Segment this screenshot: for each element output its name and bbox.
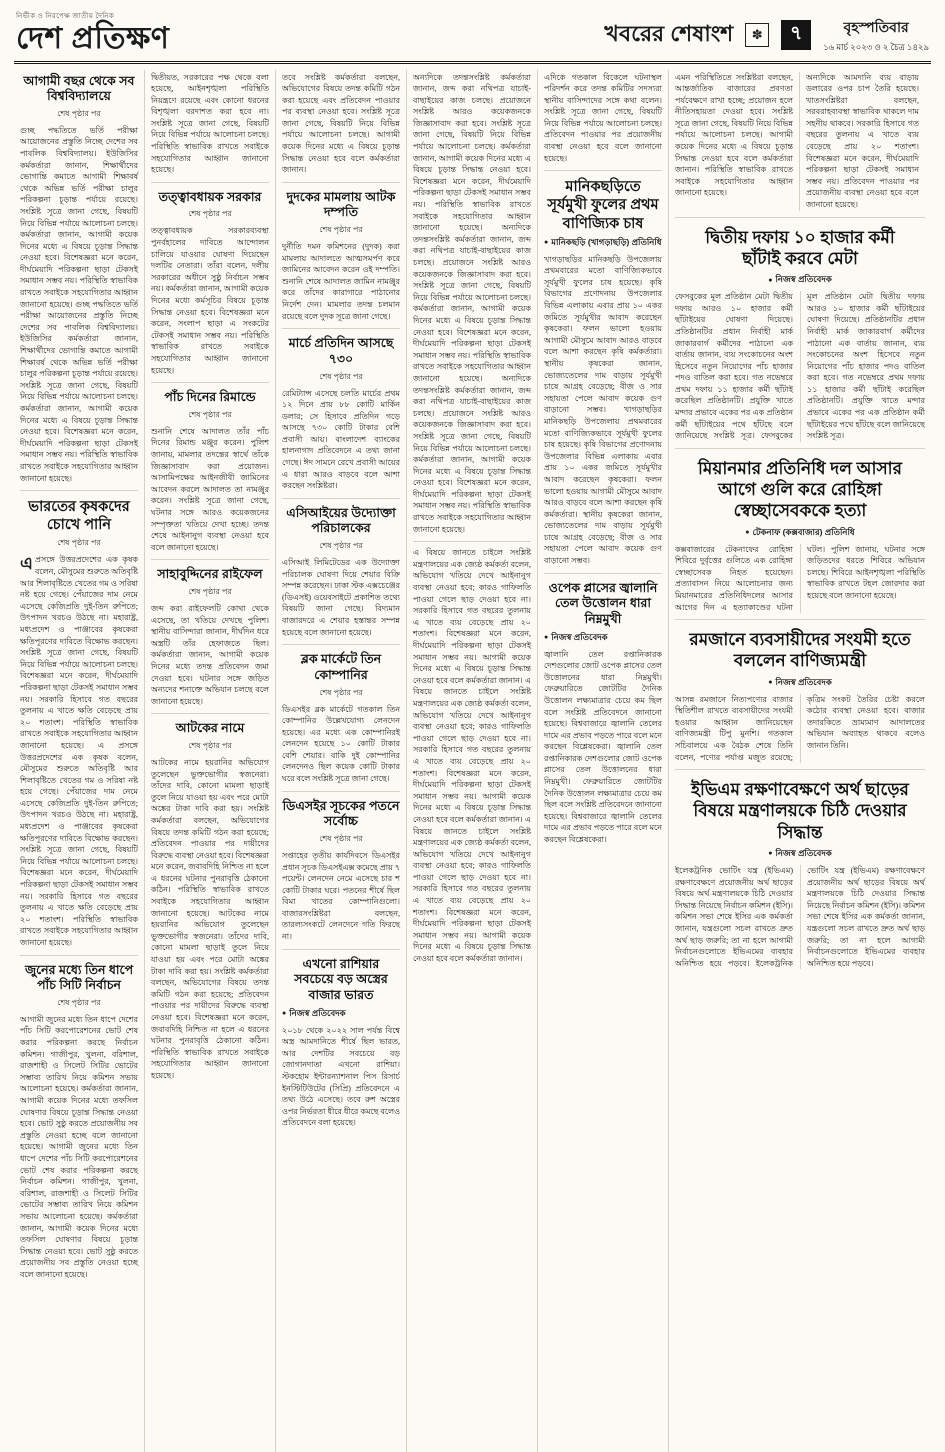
article-body: এ বিষয়ে জানতে চাইলে সংশ্লিষ্ট মন্ত্রণালয়ের এক জ্যেষ্ঠ কর্মকর্তা বলেন, অভিযোগ খতিয়ে দেখে আইনানুগ ব্যবস্থা নেওয়া হবে; কারও গাফিলতি পাওয়া গেলে ছাড় দেওয়া হবে না। সরকারি হিসাবে গত বছরের তুলনায় এ খাতে ব্যয় বেড়েছে প্রায় ২০ শতাংশ। বিশেষজ্ঞরা মনে করেন, দীর্ঘমেয়াদি পরিকল্পনা ছাড়া টেকসই সমাধান সম্ভব নয়। আগামী কয়েক দিনের মধ্যে এ বিষয়ে চূড়ান্ত সিদ্ধান্ত নেওয়া হবে বলে কর্মকর্তারা জানান। এ বিষয়ে জানতে চাইলে সংশ্লিষ্ট মন্ত্রণালয়ের এক জ্যেষ্ঠ কর্মকর্তা বলেন, অভিযোগ খতিয়ে দেখে আইনানুগ ব্যবস্থা নেওয়া হবে; কারও গাফিলতি পাওয়া গেলে ছাড় দেওয়া হবে না। সরকারি হিসাবে গত বছরের তুলনায় এ খাতে ব্যয় বেড়েছে প্রায় ২০ শতাংশ। বিশেষজ্ঞরা মনে করেন, দীর্ঘমেয়াদি পরিকল্পনা ছাড়া টেকসই সমাধান সম্ভব নয়। আগামী কয়েক দিনের মধ্যে এ বিষয়ে চূড়ান্ত সিদ্ধান্ত নেওয়া হবে বলে কর্মকর্তারা জানান। এ বিষয়ে জানতে চাইলে সংশ্লিষ্ট মন্ত্রণালয়ের এক জ্যেষ্ঠ কর্মকর্তা বলেন, অভিযোগ খতিয়ে দেখে আইনানুগ ব্যবস্থা নেওয়া হবে; কারও গাফিলতি পাওয়া গেলে ছাড় দেওয়া হবে না। সরকারি হিসাবে গত বছরের তুলনায় এ খাতে ব্যয় বেড়েছে প্রায় ২০ শতাংশ। বিশেষজ্ঞরা মনে করেন, দীর্ঘমেয়াদি পরিকল্পনা ছাড়া টেকসই সমাধান সম্ভব নয়। আগামী কয়েক দিনের মধ্যে এ বিষয়ে চূড়ান্ত সিদ্ধান্ত নেওয়া হবে বলে কর্মকর্তারা জানান। — [413, 548, 531, 964]
column-6-7 — [669, 70, 931, 1452]
byline-text: নিজস্ব প্রতিবেদক — [775, 676, 832, 687]
column-4 — [407, 70, 538, 1452]
article-body: ২০১৮ থেকে ২০২২ সাল পর্যন্ত বিশ্বে অস্ত্র আমদানিতে শীর্ষে ছিল ভারত, আর দেশটির সবচেয়ে বড় জোগানদাতা এখনো রাশিয়া। স্টকহোম ইন্টারন্যাশনাল পিস রিসার্চ ইনস্টিটিউটের (সিপ্রি) প্রতিবেদনে এ তথ্য উঠে এসেছে। তবে রুশ অস্ত্রের ওপর নির্ভরতা ধীরে ধীরে কমছে বলেও প্রতিবেদনে বলা হয়েছে। — [282, 1025, 400, 1128]
article-meta-layoffs — [675, 217, 925, 442]
article-rifle — [151, 559, 269, 707]
article-body: আটকের নামে হয়রানির অভিযোগ তুলেছেন ভুক্তভোগীর স্বজনেরা। তাঁদের দাবি, কোনো মামলা ছাড়াই তুলে নিয়ে যাওয়া হয় এবং পরে মোটা অঙ্কের টাকা দাবি করা হয়। সংশ্লিষ্ট কর্মকর্তারা বলছেন, অভিযোগের বিষয়ে তদন্ত কমিটি গঠন করা হয়েছে; প্রতিবেদন পাওয়ার পর দায়ীদের বিরুদ্ধে ব্যবস্থা নেওয়া হবে। বিশেষজ্ঞরা মনে করেন, জবাবদিহি নিশ্চিত না হলে এ ধরনের ঘটনার পুনরাবৃত্তি ঠেকানো কঠিন। পরিস্থিতি স্বাভাবিক রাখতে সবাইকে সহযোগিতার আহ্বান জানানো হয়েছে। আটকের নামে হয়রানির অভিযোগ তুলেছেন ভুক্তভোগীর স্বজনেরা। তাঁদের দাবি, কোনো মামলা ছাড়াই তুলে নিয়ে যাওয়া হয় এবং পরে মোটা অঙ্কের টাকা দাবি করা হয়। সংশ্লিষ্ট কর্মকর্তারা বলছেন, অভিযোগের বিষয়ে তদন্ত কমিটি গঠন করা হয়েছে; প্রতিবেদন পাওয়ার পর দায়ীদের বিরুদ্ধে ব্যবস্থা নেওয়া হবে। বিশেষজ্ঞরা মনে করেন, জবাবদিহি নিশ্চিত না হলে এ ধরনের ঘটনার পুনরাবৃত্তি ঠেকানো কঠিন। পরিস্থিতি স্বাভাবিক রাখতে সবাইকে সহযোগিতার আহ্বান জানানো হয়েছে। — [151, 757, 269, 1080]
article-body: এপ্রসঙ্গে উত্তরপ্রদেশের এক কৃষক বলেন, মৌসুমের শুরুতে অতিবৃষ্টি আর শিলাবৃষ্টিতে খেতের গম ও সরিষা নষ্ট হয়ে গেছে। পেঁয়াজের দাম নেমে এসেছে কেজিপ্রতি দুই-তিন রুপিতে; উৎপাদন খরচও উঠছে না। মহারাষ্ট্র, মধ্যপ্রদেশ ও পাঞ্জাবের কৃষকেরা ক্ষতিপূরণের দাবিতে বিক্ষোভ করছেন। সংশ্লিষ্ট সূত্রে জানা গেছে, বিষয়টি নিয়ে বিভিন্ন পর্যায়ে আলোচনা চলছে। বিশেষজ্ঞরা মনে করেন, দীর্ঘমেয়াদি পরিকল্পনা ছাড়া টেকসই সমাধান সম্ভব নয়। সরকারি হিসাবে গত বছরের তুলনায় এ খাতে ক্ষতি বেড়েছে প্রায় ২০ শতাংশ। পরিস্থিতি স্বাভাবিক রাখতে সবাইকে সহযোগিতার আহ্বান জানানো হয়েছে। এ প্রসঙ্গে উত্তরপ্রদেশের এক কৃষক বলেন, মৌসুমের শুরুতে অতিবৃষ্টি আর শিলাবৃষ্টিতে খেতের গম ও সরিষা নষ্ট হয়ে গেছে। পেঁয়াজের দাম নেমে এসেছে কেজিপ্রতি দুই-তিন রুপিতে; উৎপাদন খরচও উঠছে না। মহারাষ্ট্র, মধ্যপ্রদেশ ও পাঞ্জাবের কৃষকেরা ক্ষতিপূরণের দাবিতে বিক্ষোভ করছেন। সংশ্লিষ্ট সূত্রে জানা গেছে, বিষয়টি নিয়ে বিভিন্ন পর্যায়ে আলোচনা চলছে। বিশেষজ্ঞরা মনে করেন, দীর্ঘমেয়াদি পরিকল্পনা ছাড়া টেকসই সমাধান সম্ভব নয়। সরকারি হিসাবে গত বছরের তুলনায় এ খাতে ক্ষতি বেড়েছে প্রায় ২০ শতাংশ। পরিস্থিতি স্বাভাবিক রাখতে সবাইকে সহযোগিতার আহ্বান জানানো হয়েছে। — [20, 554, 138, 947]
byline — [675, 273, 925, 287]
byline-bullet-icon: ● — [544, 239, 549, 247]
continuation-text — [413, 541, 531, 964]
article-body: ইলেকট্রনিক ভোটিং যন্ত্র (ইভিএম) রক্ষণাবেক্ষণে প্রয়োজনীয় অর্থ ছাড়ের বিষয়ে অর্থ মন্ত্রণালয়কে চিঠি দেওয়ার সিদ্ধান্ত নিয়েছে নির্বাচন কমিশন (ইসি)। কমিশন সভা শেষে ইসির এক কর্মকর্তা জানান, যন্ত্রগুলো সচল রাখতে দ্রুত অর্থ ছাড় জরুরি; তা না হলে আগামী নির্বাচনগুলোতে ইভিএমের ব্যবহার অনিশ্চিত হয়ে পড়বে। ইলেকট্রনিক ভোটিং যন্ত্র (ইভিএম) রক্ষণাবেক্ষণে প্রয়োজনীয় অর্থ ছাড়ের বিষয়ে অর্থ মন্ত্রণালয়কে চিঠি দেওয়ার সিদ্ধান্ত নিয়েছে নির্বাচন কমিশন (ইসি)। কমিশন সভা শেষে ইসির এক কর্মকর্তা জানান, যন্ত্রগুলো সচল রাখতে দ্রুত অর্থ ছাড় জরুরি; তা না হলে আগামী নির্বাচনগুলোতে ইভিএমের ব্যবহার অনিশ্চিত হয়ে পড়বে। — [675, 865, 925, 968]
article-body: এমন পরিস্থিতিতে সংশ্লিষ্টরা বলছেন, আন্তর্জাতিক বাজারের প্রবণতা পর্যবেক্ষণে রাখা হচ্ছে; প্রয়োজন হলে নীতিসহায়তা দেওয়া হবে। সংশ্লিষ্ট সূত্রে জানা গেছে, বিষয়টি নিয়ে বিভিন্ন পর্যায়ে আলোচনা চলছে। আগামী কয়েক দিনের মধ্যে এ বিষয়ে চূড়ান্ত সিদ্ধান্ত নেওয়া হবে বলে কর্মকর্তারা জানান। পরিস্থিতি স্বাভাবিক রাখতে সবাইকে সহযোগিতার আহ্বান জানানো হয়েছে। — [675, 72, 793, 198]
byline-bullet-icon: ● — [768, 679, 773, 687]
continued-kicker: শেষ পৃষ্ঠার পর — [57, 997, 101, 1007]
article-russia-arms — [282, 949, 400, 1129]
article-body: আগামী জুনের মধ্যে তিন ধাপে দেশের পাঁচ সিটি করপোরেশনের ভোট শেষ করার পরিকল্পনা করছে নির্বাচন কমিশন। গাজীপুর, খুলনা, বরিশাল, রাজশাহী ও সিলেট সিটির ভোটের সম্ভাব্য তারিখ নিয়ে কমিশন সভায় আলোচনা হয়েছে। কর্মকর্তারা জানান, আগামী কয়েক দিনের মধ্যে তফসিল ঘোষণার বিষয়ে চূড়ান্ত সিদ্ধান্ত নেওয়া হবে। ভোট সুষ্ঠু করতে প্রয়োজনীয় সব প্রস্তুতি নেওয়া হচ্ছে বলে জানানো হয়েছে। আগামী জুনের মধ্যে তিন ধাপে দেশের পাঁচ সিটি করপোরেশনের ভোট শেষ করার পরিকল্পনা করছে নির্বাচন কমিশন। গাজীপুর, খুলনা, বরিশাল, রাজশাহী ও সিলেট সিটির ভোটের সম্ভাব্য তারিখ নিয়ে কমিশন সভায় আলোচনা হয়েছে। কর্মকর্তারা জানান, আগামী কয়েক দিনের মধ্যে তফসিল ঘোষণার বিষয়ে চূড়ান্ত সিদ্ধান্ত নেওয়া হবে। ভোট সুষ্ঠু করতে প্রয়োজনীয় সব প্রস্তুতি নেওয়া হচ্ছে বলে জানানো হয়েছে। — [20, 1014, 138, 1279]
crest-icon: ✽ — [745, 23, 769, 47]
continuation-text — [413, 72, 531, 536]
continued-kicker: শেষ পৃষ্ঠার পর — [319, 371, 363, 381]
article-dse-index — [282, 791, 400, 943]
article-headline: এখনো রাশিয়ার সবচেয়ে বড় অস্ত্রের বাজার ভারত — [294, 956, 388, 1002]
continuation-text — [544, 72, 662, 165]
article-headline: মিয়ানমার প্রতিনিধি দল আসার আগে গুলি করে রোহিঙ্গা স্বেচ্ছাসেবককে হত্যা — [698, 458, 902, 521]
article-body: তত্ত্বাবধায়ক সরকারব্যবস্থা পুনর্বহালের দাবিতে আন্দোলন চালিয়ে যাওয়ার ঘোষণা দিয়েছেন দলটির নেতারা। তাঁরা বলেন, দলীয় সরকারের অধীনে সুষ্ঠু নির্বাচন সম্ভব নয়। কর্মকর্তারা জানান, আগামী কয়েক দিনের মধ্যে কর্মসূচির বিষয়ে চূড়ান্ত সিদ্ধান্ত নেওয়া হবে। বিশেষজ্ঞরা মনে করেন, সংলাপ ছাড়া এ সংকটের টেকসই সমাধান সম্ভব নয়। পরিস্থিতি স্বাভাবিক রাখতে সবাইকে সহযোগিতার আহ্বান জানানো হয়েছে। — [151, 226, 269, 375]
article-headline: এসিআইয়ের উদ্যোক্তা পরিচালকের — [286, 505, 396, 536]
article-body: দ্বিতীয়ত, সরকারের পক্ষ থেকে বলা হয়েছে, আইনশৃঙ্খলা পরিস্থিতি নিয়ন্ত্রণে রয়েছে এবং কোনো ধরনের বিশৃঙ্খলা বরদাশত করা হবে না। সংশ্লিষ্ট সূত্রে জানা গেছে, বিষয়টি নিয়ে বিভিন্ন পর্যায়ে আলোচনা চলছে। পরিস্থিতি স্বাভাবিক রাখতে সবাইকে সহযোগিতার আহ্বান জানানো হয়েছে। — [151, 72, 269, 175]
byline-text: নিজস্ব প্রতিবেদক — [775, 847, 832, 858]
column-3 — [276, 70, 407, 1452]
byline — [675, 676, 925, 690]
article-headline: তত্ত্বাবধায়ক সরকার — [158, 189, 262, 204]
article-body: খাগড়াছড়ির মানিকছড়ি উপজেলায় প্রথমবারের মতো বাণিজ্যিকভাবে সূর্যমুখী ফুলের চাষ হয়েছে। কৃষি বিভাগের প্রণোদনায় উপজেলার বিভিন্ন এলাকায় এবার প্রায় ১০ একর জমিতে সূর্যমুখীর আবাদ করেছেন কৃষকেরা। ফলন ভালো হওয়ায় আগামী মৌসুমে আবাদ আরও বাড়বে বলে আশা করছেন কৃষি কর্মকর্তারা। স্থানীয় কৃষকেরা জানান, ভোজ্যতেলের দাম বাড়ায় সূর্যমুখী চাষে আগ্রহ বেড়েছে; বীজ ও সার সহায়তা পেলে আবাদ কয়েক গুণ বাড়ানো সম্ভব। খাগড়াছড়ির মানিকছড়ি উপজেলায় প্রথমবারের মতো বাণিজ্যিকভাবে সূর্যমুখী ফুলের চাষ হয়েছে। কৃষি বিভাগের প্রণোদনায় উপজেলার বিভিন্ন এলাকায় এবার প্রায় ১০ একর জমিতে সূর্যমুখীর আবাদ করেছেন কৃষকেরা। ফলন ভালো হওয়ায় আগামী মৌসুমে আবাদ আরও বাড়বে বলে আশা করছেন কৃষি কর্মকর্তারা। স্থানীয় কৃষকেরা জানান, ভোজ্যতেলের দাম বাড়ায় সূর্যমুখী চাষে আগ্রহ বেড়েছে; বীজ ও সার সহায়তা পেলে আবাদ কয়েক গুণ বাড়ানো সম্ভব। — [544, 254, 662, 566]
continued-kicker: শেষ পৃষ্ঠার পর — [188, 209, 232, 219]
paper-title: দেশ প্রতিক্ষণ — [16, 22, 170, 55]
article-headline: ওপেক প্লাসের জ্বালানি তেল উত্তোলন ধারা নিম্নমুখী — [548, 580, 658, 626]
article-headline: ভারতের কৃষকদের চোখে পানি — [28, 499, 130, 534]
continued-kicker: শেষ পৃষ্ঠার পর — [57, 108, 101, 118]
columns-area — [14, 70, 931, 1452]
section-title: খবরের শেষাংশ — [604, 20, 734, 46]
byline — [282, 1007, 400, 1021]
continued-kicker: শেষ পৃষ্ঠার পর — [319, 833, 363, 843]
byline-bullet-icon: ● — [282, 1010, 287, 1018]
day-date — [823, 16, 929, 55]
continued-kicker: শেষ পৃষ্ঠার পর — [319, 541, 363, 551]
article-headline: রমজানে ব্যবসায়ীদের সংযমী হতে বললেন বাণিজ্যমন্ত্রী — [689, 630, 911, 671]
continuation-text — [675, 72, 800, 211]
byline-text: নিজস্ব প্রতিবেদক — [551, 631, 608, 642]
article-body: সপ্তাহের তৃতীয় কার্যদিবসে ডিএসইর প্রধান সূচক ডিএসইএক্স কমেছে প্রায় ৭ পয়েন্ট। লেনদেন নেমে এসেছে চার শ কোটি টাকার ঘরে। পতনের শীর্ষে ছিল বিমা খাতের কোম্পানিগুলো। বাজারসংশ্লিষ্টরা বলছেন, তারল্যসংকটে লেনদেনে গতি ফিরছে না। — [282, 850, 400, 942]
article-headline: ডিএসইর সূচকের পতনে সর্বোচ্চ — [282, 798, 400, 829]
byline — [675, 526, 925, 540]
article-body: দুর্নীতি দমন কমিশনের (দুদক) করা মামলায় আদালতে আত্মসমর্পণ করে জামিনের আবেদন করেন ওই দম্পতি। শুনানি শেষে আদালত জামিন নামঞ্জুর করে তাঁদের কারাগারে পাঠানোর নির্দেশ দেন। মামলার তদন্ত চলমান রয়েছে বলে দুদক সূত্রে জানা গেছে। — [282, 242, 400, 321]
continuation-row — [675, 72, 925, 211]
page-number-badge: ৭ — [781, 20, 811, 50]
article-body: তবে সংশ্লিষ্ট কর্মকর্তারা বলছেন, অভিযোগের বিষয়ে তদন্ত কমিটি গঠন করা হয়েছে এবং প্রতিবেদন পাওয়ার পর ব্যবস্থা নেওয়া হবে। সংশ্লিষ্ট সূত্রে জানা গেছে, বিষয়টি নিয়ে বিভিন্ন পর্যায়ে আলোচনা চলছে। আগামী কয়েক দিনের মধ্যে এ বিষয়ে চূড়ান্ত সিদ্ধান্ত নেওয়া হবে বলে কর্মকর্তারা জানান। — [282, 72, 400, 175]
article-headline: দ্বিতীয় দফায় ১০ হাজার কর্মী ছাঁটাই করবে মেটা — [705, 227, 895, 268]
article-detention — [151, 713, 269, 1081]
article-remittance — [282, 328, 400, 492]
article-headline: সাহাবুদ্দিনের রাইফেল — [157, 567, 263, 582]
article-city-elections — [20, 955, 138, 1281]
byline-text: মানিকছড়ি (খাগড়াছড়ি) প্রতিনিধি — [551, 236, 662, 247]
masthead-tagline: নির্ভীক ও নিরপেক্ষ জাতীয় দৈনিক — [16, 12, 115, 20]
byline-bullet-icon: ● — [768, 850, 773, 858]
continued-kicker: শেষ পৃষ্ঠার পর — [319, 225, 363, 235]
article-body: জ্বালানি তেল রপ্তানিকারক দেশগুলোর জোট ওপেক প্লাসের তেল উত্তোলনের ধারা নিম্নমুখী। ফেব্রুয়ারিতে জোটটির দৈনিক উত্তোলন লক্ষ্যমাত্রার চেয়ে কম ছিল বলে সংশ্লিষ্ট প্রতিবেদনে জানানো হয়েছে। বিশ্ববাজারে জ্বালানি তেলের দামে এর প্রভাব পড়তে পারে বলে মনে করছেন বিশ্লেষকেরা। জ্বালানি তেল রপ্তানিকারক দেশগুলোর জোট ওপেক প্লাসের তেল উত্তোলনের ধারা নিম্নমুখী। ফেব্রুয়ারিতে জোটটির দৈনিক উত্তোলন লক্ষ্যমাত্রার চেয়ে কম ছিল বলে সংশ্লিষ্ট প্রতিবেদনে জানানো হয়েছে। বিশ্ববাজারে জ্বালানি তেলের দামে এর প্রভাব পড়তে পারে বলে মনে করছেন বিশ্লেষকেরা। — [544, 649, 662, 845]
byline — [544, 631, 662, 645]
article-headline: জুনের মধ্যে তিন ধাপে পাঁচ সিটি নির্বাচন — [24, 962, 134, 993]
article-evm-funds — [675, 769, 925, 969]
article-body: অন্যদিকে তদন্তসংশ্লিষ্ট কর্মকর্তারা জানান, জব্দ করা নথিপত্র যাচাই-বাছাইয়ের কাজ চলছে। প্রয়োজনে সংশ্লিষ্ট আরও কয়েকজনকে জিজ্ঞাসাবাদ করা হবে। সংশ্লিষ্ট সূত্রে জানা গেছে, বিষয়টি নিয়ে বিভিন্ন পর্যায়ে আলোচনা চলছে। কর্মকর্তারা জানান, আগামী কয়েক দিনের মধ্যে এ বিষয়ে চূড়ান্ত সিদ্ধান্ত নেওয়া হবে। বিশেষজ্ঞরা মনে করেন, দীর্ঘমেয়াদি পরিকল্পনা ছাড়া টেকসই সমাধান সম্ভব নয়। পরিস্থিতি স্বাভাবিক রাখতে সবাইকে সহযোগিতার আহ্বান জানানো হয়েছে। অন্যদিকে তদন্তসংশ্লিষ্ট কর্মকর্তারা জানান, জব্দ করা নথিপত্র যাচাই-বাছাইয়ের কাজ চলছে। প্রয়োজনে সংশ্লিষ্ট আরও কয়েকজনকে জিজ্ঞাসাবাদ করা হবে। সংশ্লিষ্ট সূত্রে জানা গেছে, বিষয়টি নিয়ে বিভিন্ন পর্যায়ে আলোচনা চলছে। কর্মকর্তারা জানান, আগামী কয়েক দিনের মধ্যে এ বিষয়ে চূড়ান্ত সিদ্ধান্ত নেওয়া হবে। বিশেষজ্ঞরা মনে করেন, দীর্ঘমেয়াদি পরিকল্পনা ছাড়া টেকসই সমাধান সম্ভব নয়। পরিস্থিতি স্বাভাবিক রাখতে সবাইকে সহযোগিতার আহ্বান জানানো হয়েছে। অন্যদিকে তদন্তসংশ্লিষ্ট কর্মকর্তারা জানান, জব্দ করা নথিপত্র যাচাই-বাছাইয়ের কাজ চলছে। প্রয়োজনে সংশ্লিষ্ট আরও কয়েকজনকে জিজ্ঞাসাবাদ করা হবে। সংশ্লিষ্ট সূত্রে জানা গেছে, বিষয়টি নিয়ে বিভিন্ন পর্যায়ে আলোচনা চলছে। কর্মকর্তারা জানান, আগামী কয়েক দিনের মধ্যে এ বিষয়ে চূড়ান্ত সিদ্ধান্ত নেওয়া হবে। বিশেষজ্ঞরা মনে করেন, দীর্ঘমেয়াদি পরিকল্পনা ছাড়া টেকসই সমাধান সম্ভব নয়। পরিস্থিতি স্বাভাবিক রাখতে সবাইকে সহযোগিতার আহ্বান জানানো হয়েছে। — [413, 72, 531, 534]
continued-kicker: শেষ পৃষ্ঠার পর — [188, 586, 232, 596]
article-acc-case — [282, 182, 400, 322]
article-headline: পাঁচ দিনের রিমান্ডে — [164, 390, 256, 405]
continuation-text — [800, 72, 925, 211]
masthead-right — [604, 16, 929, 55]
article-sunflower — [544, 170, 662, 566]
masthead-left — [16, 10, 169, 55]
article-headline: মানিকছড়িতে সূর্যমুখী ফুলের প্রথম বাণিজ্যিক চাষ — [547, 179, 659, 232]
article-rohingya-killing — [675, 448, 925, 613]
article-body: গুচ্ছ পদ্ধতিতে ভর্তি পরীক্ষা আয়োজনের প্রস্তুতি নিচ্ছে দেশের সব পাবলিক বিশ্ববিদ্যালয়। ইউজিসির কর্মকর্তারা জানান, শিক্ষার্থীদের ভোগান্তি কমাতে আগামী শিক্ষাবর্ষ থেকে অভিন্ন ভর্তি পরীক্ষা চালুর পরিকল্পনা চূড়ান্ত পর্যায়ে রয়েছে। সংশ্লিষ্ট সূত্রে জানা গেছে, বিষয়টি নিয়ে বিভিন্ন পর্যায়ে আলোচনা চলছে। কর্মকর্তারা জানান, আগামী কয়েক দিনের মধ্যে এ বিষয়ে চূড়ান্ত সিদ্ধান্ত নেওয়া হবে। বিশেষজ্ঞরা মনে করেন, দীর্ঘমেয়াদি পরিকল্পনা ছাড়া টেকসই সমাধান সম্ভব নয়। পরিস্থিতি স্বাভাবিক রাখতে সবাইকে সহযোগিতার আহ্বান জানানো হয়েছে। গুচ্ছ পদ্ধতিতে ভর্তি পরীক্ষা আয়োজনের প্রস্তুতি নিচ্ছে দেশের সব পাবলিক বিশ্ববিদ্যালয়। ইউজিসির কর্মকর্তারা জানান, শিক্ষার্থীদের ভোগান্তি কমাতে আগামী শিক্ষাবর্ষ থেকে অভিন্ন ভর্তি পরীক্ষা চালুর পরিকল্পনা চূড়ান্ত পর্যায়ে রয়েছে। সংশ্লিষ্ট সূত্রে জানা গেছে, বিষয়টি নিয়ে বিভিন্ন পর্যায়ে আলোচনা চলছে। কর্মকর্তারা জানান, আগামী কয়েক দিনের মধ্যে এ বিষয়ে চূড়ান্ত সিদ্ধান্ত নেওয়া হবে। বিশেষজ্ঞরা মনে করেন, দীর্ঘমেয়াদি পরিকল্পনা ছাড়া টেকসই সমাধান সম্ভব নয়। পরিস্থিতি স্বাভাবিক রাখতে সবাইকে সহযোগিতার আহ্বান জানানো হয়েছে। — [20, 125, 138, 483]
article-ramadan-minister — [675, 619, 925, 763]
article-headline: আটকের নামে — [175, 721, 245, 736]
article-headline: ইভিএম রক্ষণাবেক্ষণে অর্থ ছাড়ের বিষয়ে মন্ত্রণালয়কে চিঠি দেওয়ার সিদ্ধান্ত — [691, 780, 909, 842]
article-body: এদিকে গতকাল বিকেলে ঘটনাস্থল পরিদর্শন করে তদন্ত কমিটির সদস্যরা স্থানীয় বাসিন্দাদের সঙ্গে কথা বলেন। সংশ্লিষ্ট সূত্রে জানা গেছে, বিষয়টি নিয়ে বিভিন্ন পর্যায়ে আলোচনা চলছে। প্রতিবেদন পাওয়ার পর প্রয়োজনীয় ব্যবস্থা নেওয়া হবে বলে জানানো হয়েছে। — [544, 72, 662, 163]
article-opec — [544, 573, 662, 846]
byline-text: টেকনাফ (কক্সবাজার) প্রতিনিধি — [752, 526, 855, 537]
article-caretaker-govt — [151, 182, 269, 376]
article-body: রেমিট্যান্স এসেছে চলতি মার্চের প্রথম ১২ দিনে প্রায় ৮৮ কোটি মার্কিন ডলার; সে হিসাবে প্রতিদিন গড়ে আসছে ৭৩০ কোটি টাকার বেশি প্রবাসী আয়। বাংলাদেশ ব্যাংকের হালনাগাদ প্রতিবেদনে এ তথ্য জানা গেছে। ঈদ সামনে রেখে প্রবাসী আয়ের এ ধারা আরও বাড়বে বলে আশা করছেন সংশ্লিষ্টরা। — [282, 388, 400, 491]
byline — [675, 847, 925, 861]
article-universities — [20, 74, 138, 485]
weekday: বৃহস্পতিবার — [843, 18, 909, 35]
continued-kicker: শেষ পৃষ্ঠার পর — [188, 409, 232, 419]
masthead — [14, 8, 931, 64]
continuation-text — [282, 72, 400, 176]
column-2 — [145, 70, 276, 1452]
article-indian-farmers — [20, 490, 138, 948]
date-line: ১৬ মার্চ ২০২৩ ও ২ চৈত্র ১৪২৯ — [823, 41, 929, 52]
article-headline: ব্লক মার্কেটে তিন কোম্পানির — [300, 652, 382, 682]
article-body: ডিএসইর ব্লক মার্কেটে গতকাল তিন কোম্পানির উল্লেখযোগ্য লেনদেন হয়েছে। এর মধ্যে এক কোম্পানিরই লেনদেন হয়েছে ১০ কোটি টাকার বেশি শেয়ার। বাকি দুই কোম্পানির লেনদেনও ছিল কয়েক কোটি টাকার ঘরে বলে সংশ্লিষ্ট সূত্রে জানা গেছে। — [282, 704, 400, 784]
continued-kicker: শেষ পৃষ্ঠার পর — [57, 538, 101, 548]
article-headline: মার্চে প্রতিদিন আসছে ৭৩০ — [288, 336, 394, 366]
article-headline: আগামী বছর থেকে সব বিশ্ববিদ্যালয়ে — [23, 73, 135, 104]
article-headline: দুদকের মামলায় আটক দম্পতি — [286, 189, 396, 220]
column-1 — [14, 70, 145, 1452]
continued-kicker: শেষ পৃষ্ঠার পর — [188, 740, 232, 750]
article-body: শুনানি শেষে আদালত তাঁর পাঁচ দিনের রিমান্ড মঞ্জুর করেন। পুলিশ জানায়, মামলার তদন্তের স্বার্থে তাঁকে জিজ্ঞাসাবাদ করা প্রয়োজন। আসামিপক্ষের আইনজীবী জামিনের আবেদন করলে আদালত তা নামঞ্জুর করেন। সংশ্লিষ্ট সূত্রে জানা গেছে, ঘটনার সঙ্গে আরও কয়েকজনের সম্পৃক্ততা খতিয়ে দেখা হচ্ছে। তদন্ত শেষে আইনানুগ ব্যবস্থা নেওয়া হবে বলে জানানো হয়েছে। — [151, 426, 269, 552]
article-body: কক্সবাজারের টেকনাফের রোহিঙ্গা শিবিরে দুর্বৃত্তের গুলিতে এক রোহিঙ্গা স্বেচ্ছাসেবক নিহত হয়েছেন। প্রত্যাবাসন নিয়ে আলোচনার জন্য মিয়ানমারের প্রতিনিধিদলের আসার আগের দিন এ হত্যাকাণ্ডের ঘটনা ঘটল। পুলিশ জানায়, ঘটনার সঙ্গে জড়িতদের ধরতে শিবিরে অভিযান চলছে। শিবিরে আইনশৃঙ্খলা পরিস্থিতি স্বাভাবিক রাখতে টহল জোরদার করা হয়েছে বলে জানানো হয়েছে। — [675, 544, 925, 612]
byline-bullet-icon: ● — [768, 276, 773, 284]
byline-text: নিজস্ব প্রতিবেদক — [775, 274, 832, 285]
article-body: এসিআই লিমিটেডের এক উদ্যোক্তা পরিচালক ঘোষণা দিয়ে শেয়ার বিক্রি সম্পন্ন করেছেন। ঢাকা স্টক এক্সচেঞ্জের (ডিএসই) ওয়েবসাইটে প্রকাশিত তথ্যে বিষয়টি জানা গেছে। বিদ্যমান বাজারদরে এ শেয়ার হস্তান্তর সম্পন্ন হয়েছে বলে জানানো হয়েছে। — [282, 558, 400, 637]
column-5 — [538, 70, 669, 1452]
byline-bullet-icon: ● — [544, 634, 549, 642]
byline-text: নিজস্ব প্রতিবেদক — [289, 1007, 346, 1018]
article-body: আসন্ন রমজানে নিত্যপণ্যের বাজার স্থিতিশীল রাখতে ব্যবসায়ীদের সংযমী হওয়ার আহ্বান জানিয়েছেন বাণিজ্যমন্ত্রী টিপু মুনশি। গতকাল সচিবালয়ে এক বৈঠক শেষে তিনি বলেন, পণ্যের পর্যাপ্ত মজুত রয়েছে; কৃত্রিম সংকট তৈরির চেষ্টা করলে কঠোর ব্যবস্থা নেওয়া হবে। বাজার তদারকিতে ভ্রাম্যমাণ আদালতের অভিযান অব্যাহত থাকবে বলেও জানান তিনি। — [675, 694, 925, 762]
article-body: অন্যদিকে আমদানি ব্যয় বাড়ায় ডলারের ওপর চাপ তৈরি হয়েছে। খাতসংশ্লিষ্টরা বলছেন, সরবরাহব্যবস্থা স্বাভাবিক থাকলে দাম সহনীয় থাকবে। সরকারি হিসাবে গত বছরের তুলনায় এ খাতে ব্যয় বেড়েছে প্রায় ২০ শতাংশ। বিশেষজ্ঞরা মনে করেন, দীর্ঘমেয়াদি পরিকল্পনা ছাড়া টেকসই সমাধান সম্ভব নয়। প্রতিবেদন পাওয়ার পর প্রয়োজনীয় ব্যবস্থা নেওয়া হবে বলে জানানো হয়েছে। — [806, 72, 919, 210]
article-body: জব্দ করা রাইফেলটি কোথা থেকে এসেছে, তা খতিয়ে দেখছে পুলিশ। স্থানীয় বাসিন্দারা জানান, দীর্ঘদিন ধরে অস্ত্রটি তাঁর হেফাজতে ছিল। কর্মকর্তারা জানান, আগামী কয়েক দিনের মধ্যে তদন্ত প্রতিবেদন জমা দেওয়া হবে। ঘটনার সঙ্গে জড়িত অন্যদের শনাক্তে অভিযান চলছে বলে জানানো হয়েছে। — [151, 603, 269, 706]
continuation-text — [151, 72, 269, 176]
continued-kicker: শেষ পৃষ্ঠার পর — [319, 687, 363, 697]
article-aci-director — [282, 498, 400, 638]
article-block-market — [282, 644, 400, 784]
byline-bullet-icon: ● — [745, 529, 750, 537]
article-remand — [151, 382, 269, 553]
byline — [544, 236, 662, 250]
article-body: ফেসবুকের মূল প্রতিষ্ঠান মেটা দ্বিতীয় দফায় আরও ১০ হাজার কর্মী ছাঁটাইয়ের ঘোষণা দিয়েছে। প্রতিষ্ঠানটির প্রধান নির্বাহী মার্ক জাকারবার্গ কর্মীদের পাঠানো এক বার্তায় জানান, ব্যয় সংকোচনের অংশ হিসেবে নতুন নিয়োগের পাঁচ হাজার পদও বাতিল করা হবে। গত নভেম্বরে প্রথম দফায় ১১ হাজার কর্মী ছাঁটাই করেছিল প্রতিষ্ঠানটি। প্রযুক্তি খাতে মন্দার প্রভাবে একের পর এক প্রতিষ্ঠান কর্মী ছাঁটাইয়ের পথে হাঁটছে বলে জানিয়েছে সংশ্লিষ্ট সূত্র। ফেসবুকের মূল প্রতিষ্ঠান মেটা দ্বিতীয় দফায় আরও ১০ হাজার কর্মী ছাঁটাইয়ের ঘোষণা দিয়েছে। প্রতিষ্ঠানটির প্রধান নির্বাহী মার্ক জাকারবার্গ কর্মীদের পাঠানো এক বার্তায় জানান, ব্যয় সংকোচনের অংশ হিসেবে নতুন নিয়োগের পাঁচ হাজার পদও বাতিল করা হবে। গত নভেম্বরে প্রথম দফায় ১১ হাজার কর্মী ছাঁটাই করেছিল প্রতিষ্ঠানটি। প্রযুক্তি খাতে মন্দার প্রভাবে একের পর এক প্রতিষ্ঠান কর্মী ছাঁটাইয়ের পথে হাঁটছে বলে জানিয়েছে সংশ্লিষ্ট সূত্র। — [675, 292, 925, 441]
